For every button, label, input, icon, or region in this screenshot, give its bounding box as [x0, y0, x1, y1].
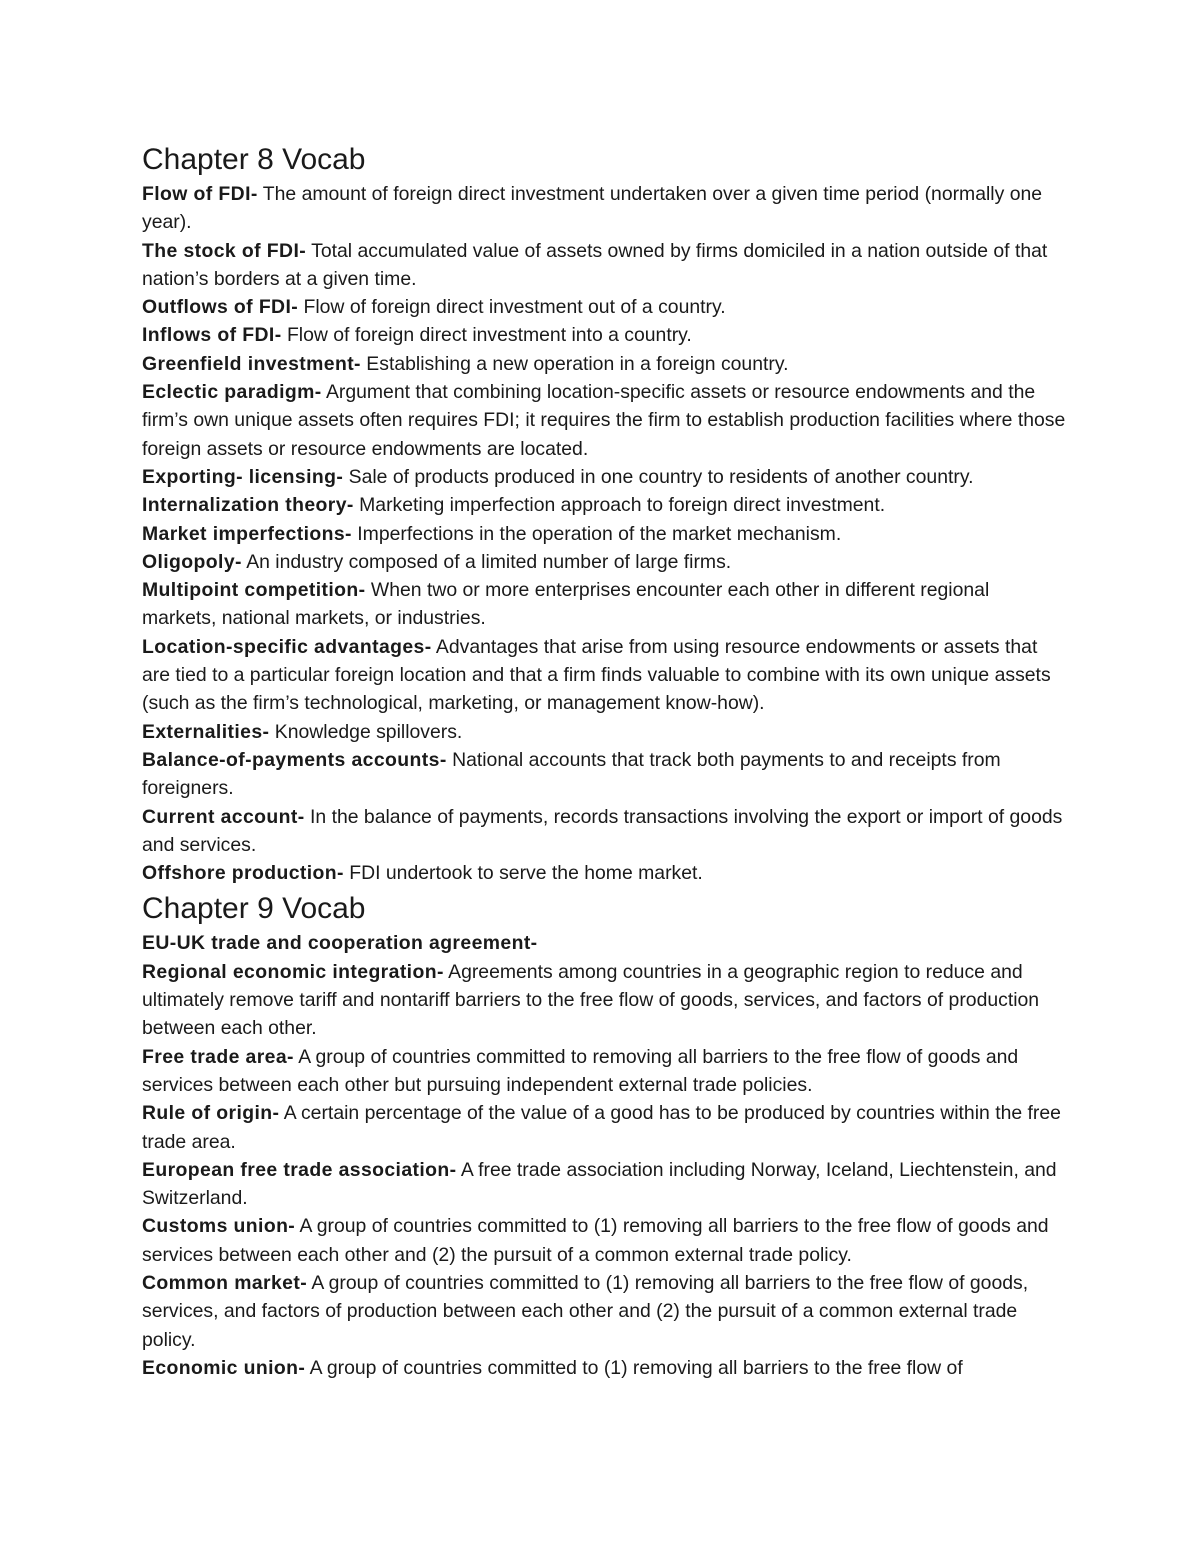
vocab-definition: A free trade association including Norway, Iceland, Liechtenstein, and Switzerland. [142, 1158, 1057, 1210]
vocab-definition: A group of countries committed to removing all barriers to the free flow of goods and services between each other but pursuing independent external trade policies. [142, 1045, 1019, 1096]
vocab-entry [142, 293, 1067, 321]
chapter-9-heading: Chapter 9 Vocab [142, 892, 366, 926]
document-page [142, 140, 1067, 1382]
vocab-term: Eclectic paradigm- [142, 381, 322, 404]
vocab-definition: Sale of products produced in one country to residents of another country. [343, 465, 974, 488]
vocab-term: Greenfield investment- [142, 352, 361, 375]
vocab-term: Flow of FDI- [142, 183, 258, 205]
chapter-8-vocab-list [142, 180, 1067, 887]
vocab-definition: When two or more enterprises encounter each other in different regional markets, national markets, or industries. [142, 579, 990, 630]
vocab-entry [142, 1354, 1067, 1382]
vocab-term: Exporting- licensing- [142, 465, 344, 488]
vocab-definition: A certain percentage of the value of a good has to be produced by countries within the free trade area. [142, 1102, 1061, 1153]
vocab-definition: Establishing a new operation in a foreign country. [360, 352, 789, 375]
vocab-term: Internalization theory- [142, 494, 354, 517]
vocab-term: Rule of origin- [142, 1102, 280, 1125]
vocab-definition: A group of countries committed to (1) removing all barriers to the free flow of goods, services, and factors of production between each other and (2) the pursuit of a common external trade policy. [142, 1271, 1029, 1351]
chapter-9-section [142, 889, 1067, 1382]
vocab-entry [142, 321, 1067, 349]
vocab-entry [142, 1099, 1067, 1156]
vocab-term: Regional economic integration- [142, 960, 444, 983]
vocab-term: Inflows of FDI- [142, 324, 282, 347]
vocab-definition: Imperfections in the operation of the market mechanism. [351, 522, 842, 545]
chapter-8-section [142, 140, 1067, 887]
vocab-entry [142, 859, 1067, 887]
vocab-entry [142, 548, 1067, 576]
vocab-term: Customs union- [142, 1215, 296, 1238]
vocab-definition: A group of countries committed to (1) removing all barriers to the free flow of [305, 1356, 963, 1379]
vocab-definition: Advantages that arise from using resource endowments or assets that are tied to a particular foreign location and that a firm finds valuable to combine with its own unique assets (such as the firm’s technological, marketing, or management know-how). [142, 635, 1051, 715]
vocab-term: Economic union- [142, 1356, 306, 1379]
vocab-entry [142, 180, 1067, 237]
vocab-definition: FDI undertook to serve the home market. [343, 862, 703, 885]
vocab-definition: National accounts that track both payments to and receipts from foreigners. [142, 748, 1001, 800]
vocab-definition: Marketing imperfection approach to foreign direct investment. [353, 494, 886, 517]
vocab-term: Outflows of FDI- [142, 296, 299, 319]
vocab-entry [142, 746, 1067, 803]
vocab-entry [142, 929, 1067, 957]
vocab-entry [142, 491, 1067, 519]
vocab-term: Free trade area- [142, 1045, 294, 1068]
vocab-definition: Flow of foreign direct investment into a country. [281, 324, 692, 347]
vocab-entry [142, 520, 1067, 548]
vocab-entry [142, 803, 1067, 860]
vocab-entry [142, 633, 1067, 718]
chapter-8-heading: Chapter 8 Vocab [142, 143, 366, 176]
vocab-entry [142, 463, 1067, 491]
vocab-definition: Total accumulated value of assets owned by firms domiciled in a nation outside of that nation’s borders at a given time. [142, 239, 1048, 290]
vocab-term: Balance-of-payments accounts- [142, 748, 447, 771]
vocab-entry [142, 378, 1067, 463]
vocab-term: Multipoint competition- [142, 579, 366, 602]
vocab-entry [142, 958, 1067, 1043]
vocab-entry [142, 1212, 1067, 1269]
vocab-entry [142, 1043, 1067, 1100]
vocab-term: Externalities- [142, 720, 270, 743]
vocab-term: Offshore production- [142, 862, 344, 885]
vocab-definition: In the balance of payments, records transactions involving the export or import of goods and services. [142, 805, 1063, 856]
vocab-term: EU-UK trade and cooperation agreement- [142, 932, 538, 955]
vocab-definition: Knowledge spillovers. [269, 720, 463, 743]
vocab-term: Common market- [142, 1271, 308, 1294]
vocab-entry [142, 237, 1067, 294]
vocab-term: Market imperfections- [142, 522, 352, 545]
vocab-definition: Agreements among countries in a geographic region to reduce and ultimately remove tariff and nontariff barriers to the free flow of goods, services, and factors of production between each other. [142, 960, 1040, 1040]
vocab-definition: A group of countries committed to (1) removing all barriers to the free flow of goods and services between each other and (2) the pursuit of a common external trade policy. [142, 1215, 1049, 1266]
vocab-entry [142, 576, 1067, 633]
vocab-term: European free trade association- [142, 1158, 457, 1181]
vocab-entry [142, 1269, 1067, 1354]
vocab-definition: Argument that combining location-specific assets or resource endowments and the firm’s own unique assets often requires FDI; it requires the firm to establish production facilities where those foreign assets or resource endowments are located. [142, 381, 1066, 460]
vocab-term: Current account- [142, 805, 305, 828]
vocab-term: Oligopoly- [142, 550, 242, 573]
vocab-entry [142, 1156, 1067, 1213]
vocab-term: The stock of FDI- [142, 239, 307, 262]
vocab-definition: Flow of foreign direct investment out of a country. [298, 296, 726, 319]
vocab-definition: An industry composed of a limited number of large firms. [241, 550, 732, 573]
vocab-definition: The amount of foreign direct investment undertaken over a given time period (normally one year). [142, 183, 1043, 234]
vocab-entry [142, 718, 1067, 746]
chapter-9-vocab-list [142, 929, 1067, 1382]
vocab-term: Location-specific advantages- [142, 635, 432, 658]
vocab-entry [142, 350, 1067, 378]
